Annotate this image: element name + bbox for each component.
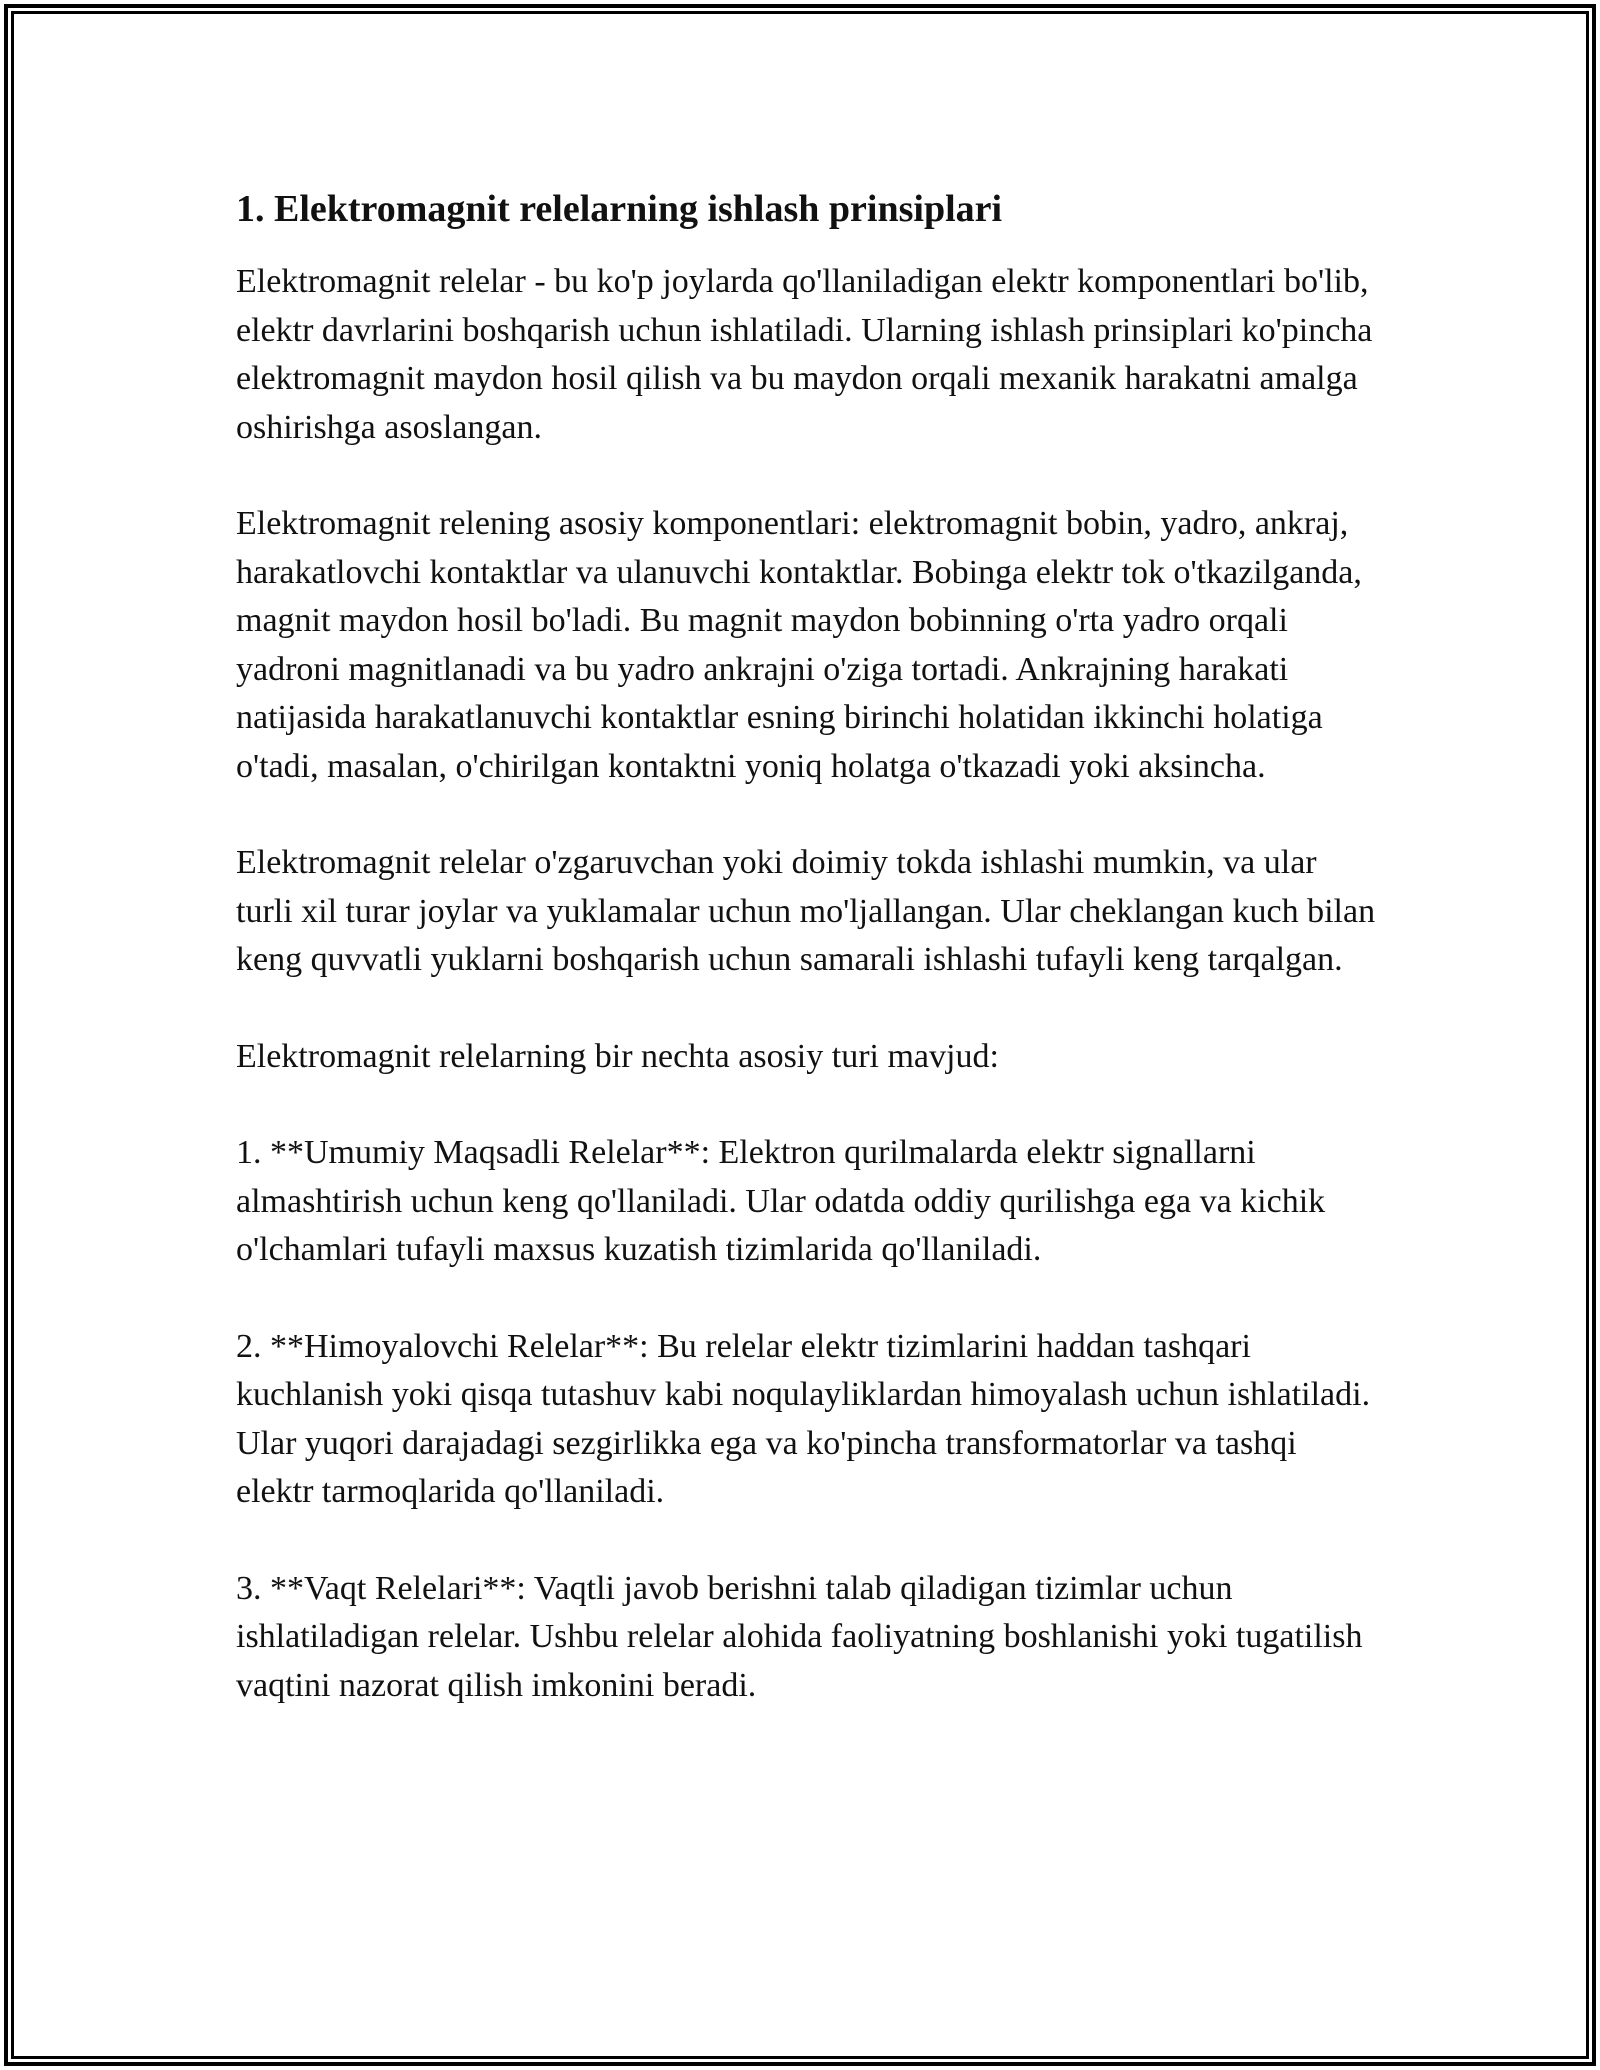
- document-body: [236, 184, 1376, 1710]
- paragraph-components: Elektromagnit relening asosiy komponentlari: elektromagnit bobin, yadro, ankraj, harakatlovchi kontaktlar va ulanuvchi kontaktlar. Bobinga elektr tok o'tkazilganda, magnit maydon hosil bo'ladi. Bu magnit maydon bobinning o'rta yadro orqali yadroni magnitlanadi va bu yadro ankrajni o'ziga tortadi. Ankrajning harakati natijasida harakatlanuvchi kontaktlar esning birinchi holatidan ikkinchi holatiga o'tadi, masalan, o'chirilgan kontaktni yoniq holatga o'tkazadi yoki aksincha.: [236, 505, 1362, 785]
- list-item-general-purpose: 1. **Umumiy Maqsadli Relelar**: Elektron qurilmalarda elektr signallarni almashtirish uchun keng qo'llaniladi. Ular odatda oddiy qurilishga ega va kichik o'lchamlari tufayli maxsus kuzatish tizimlarida qo'llaniladi.: [236, 1134, 1326, 1268]
- paragraph-intro: Elektromagnit relelar - bu ko'p joylarda qo'llaniladigan elektr komponentlari bo'lib, elektr davrlarini boshqarish uchun ishlatiladi. Ularning ishlash prinsiplari ko'pincha elektromagnit maydon hosil qilish va bu maydon orqali mexanik harakatni amalga oshirishga asoslangan.: [236, 263, 1373, 446]
- section-heading: 1. Elektromagnit relelarning ishlash prinsiplari: [236, 188, 1003, 230]
- paragraph-types-intro: Elektromagnit relelarning bir nechta asosiy turi mavjud:: [236, 1037, 999, 1075]
- list-item-protective: 2. **Himoyalovchi Relelar**: Bu relelar elektr tizimlarini haddan tashqari kuchlanish yoki qisqa tutashuv kabi noqulayliklardan himoyalash uchun ishlatiladi. Ular yuqori darajadagi sezgirlikka ega va ko'pincha transformatorlar va tashqi elektr tarmoqlarida qo'llaniladi.: [236, 1327, 1371, 1510]
- list-item-time: 3. **Vaqt Relelari**: Vaqtli javob berishni talab qiladigan tizimlar uchun ishlatiladigan relelar. Ushbu relelar alohida faoliyatning boshlanishi yoki tugatilish vaqtini nazorat qilish imkonini beradi.: [236, 1569, 1363, 1704]
- paragraph-current-types: Elektromagnit relelar o'zgaruvchan yoki doimiy tokda ishlashi mumkin, va ular turli xil turar joylar va yuklamalar uchun mo'ljallangan. Ular cheklangan kuch bilan keng quvvatli yuklarni boshqarish uchun samarali ishlashi tufayli keng tarqalgan.: [236, 844, 1376, 978]
